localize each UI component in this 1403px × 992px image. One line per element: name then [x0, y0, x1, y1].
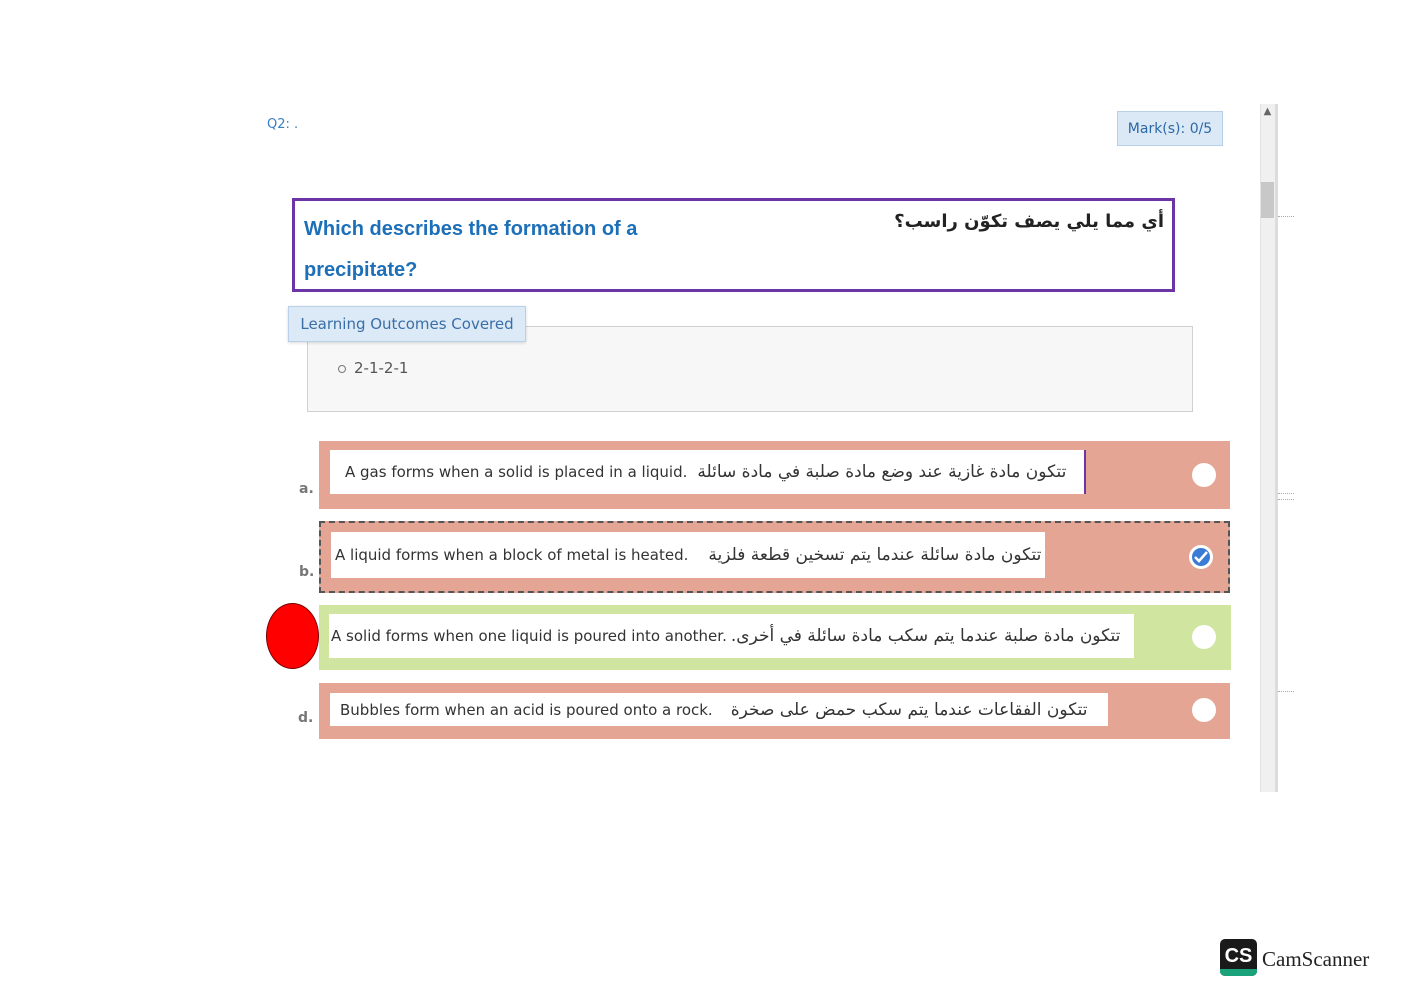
camscanner-logo-icon: CS: [1220, 939, 1257, 976]
option-a-radio[interactable]: [1192, 463, 1216, 487]
question-text-arabic: أي مما يلي يصف تكوّن راسب؟: [894, 211, 1164, 232]
option-b-letter: b.: [299, 564, 315, 580]
option-c-text: A solid forms when one liquid is poured into another. تتكون مادة صلبة عندما يتم سكب مادة سائلة في أخرى.: [329, 614, 1134, 658]
panel-edge: [1275, 104, 1278, 792]
learning-outcomes-tab[interactable]: Learning Outcomes Covered: [288, 306, 526, 342]
option-c[interactable]: [319, 605, 1231, 670]
option-d-letter: d.: [298, 710, 314, 726]
camscanner-label: CamScanner: [1262, 947, 1370, 971]
option-b[interactable]: [319, 521, 1230, 593]
scrollbar-thumb[interactable]: [1261, 182, 1274, 218]
question-box: [292, 198, 1175, 292]
question-text-english: Which describes the formation of a precipitate?: [304, 218, 638, 281]
option-d-text: Bubbles form when an acid is poured onto a rock. تتكون الفقاعات عندما يتم سكب حمض على صخرة: [330, 693, 1108, 726]
option-b-text: A liquid forms when a block of metal is heated. تتكون مادة سائلة عندما يتم تسخين قطعة فلزية: [331, 532, 1045, 578]
marks-badge: Mark(s): 0/5: [1117, 111, 1223, 146]
correct-answer-marker: [266, 603, 319, 669]
option-d[interactable]: [319, 683, 1230, 739]
question-number: Q2: .: [267, 117, 299, 132]
option-a-text: A gas forms when a solid is placed in a liquid. تتكون مادة غازية عند وضع مادة صلبة في مادة سائلة: [330, 450, 1086, 494]
bullet-icon: [338, 365, 346, 373]
divider: [1278, 216, 1294, 218]
divider: [1278, 691, 1294, 693]
option-a-letter: a.: [299, 481, 314, 497]
scroll-up-icon[interactable]: ▲: [1263, 106, 1272, 117]
divider: [1278, 493, 1294, 495]
learning-outcome-item: 2-1-2-1: [338, 359, 408, 377]
checkmark-icon: [1194, 551, 1208, 563]
option-b-radio-checked[interactable]: [1189, 545, 1213, 569]
option-d-radio[interactable]: [1192, 698, 1216, 722]
option-c-radio[interactable]: [1192, 625, 1216, 649]
option-a[interactable]: [319, 441, 1230, 509]
divider: [1278, 499, 1294, 501]
